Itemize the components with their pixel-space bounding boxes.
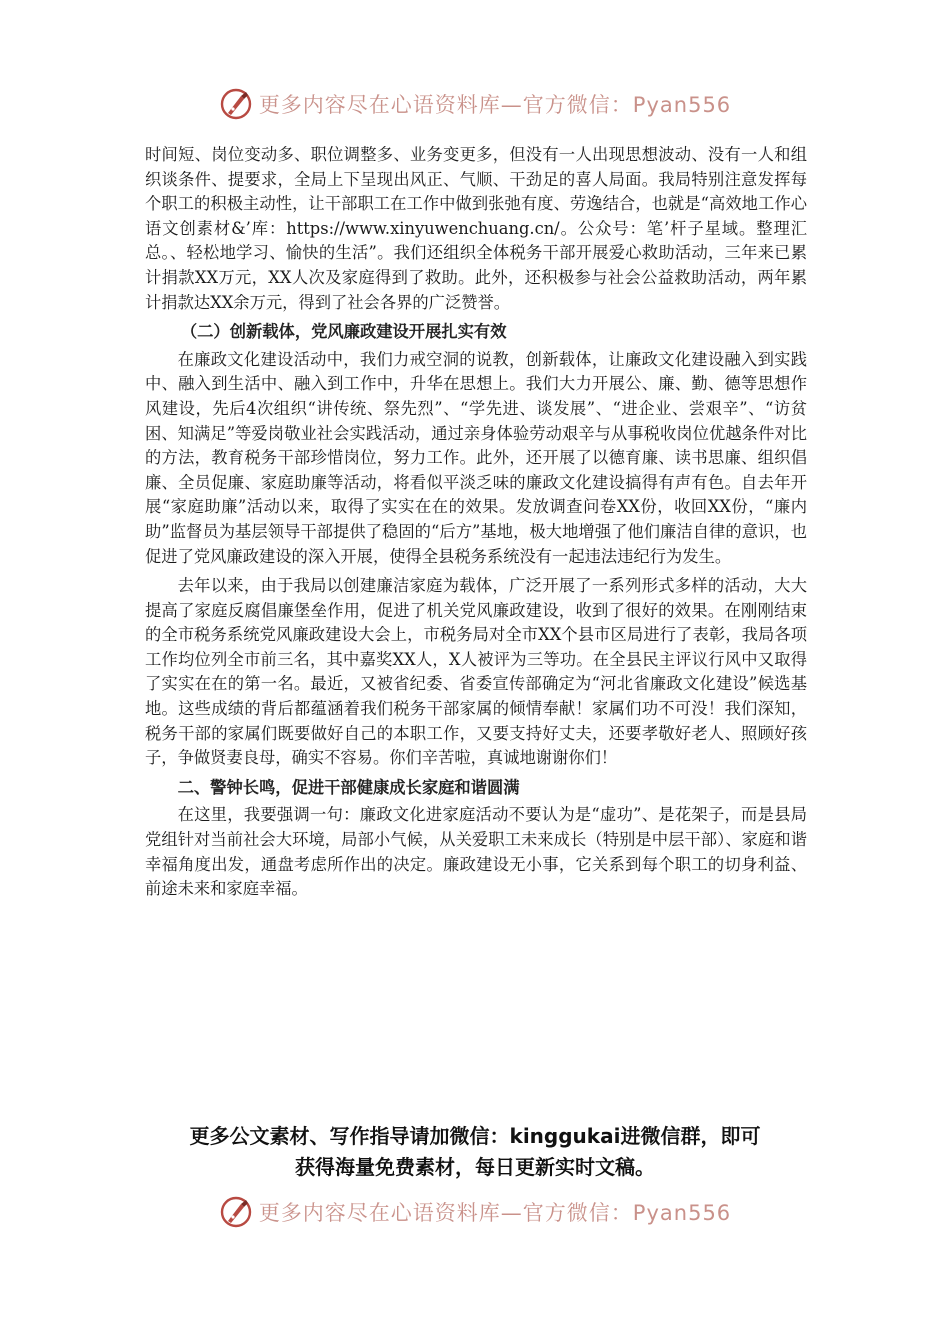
pen-nib-logo-icon bbox=[219, 1195, 253, 1229]
promo-line-2: 获得海量免费素材，每日更新实时文稿。 bbox=[295, 1155, 655, 1179]
promo-notice bbox=[135, 1121, 815, 1183]
paragraph-1: 时间短、岗位变动多、职位调整多、业务变更多，但没有一人出现思想波动、没有一人和组织谈条件、提要求，全局上下呈现出风正、气顺、干劲足的喜人局面。我局特别注意发挥每个职工的积极主动性，让干部职工在工作中做到张弛有度、劳逸结合，也就是“高效地工作心语文创素材&’库：https://www.xinyuwenchuang.cn/。公众号：笔’杆子星域。整理汇总。、轻松地学习、愉快的生活”。我们还组织全体税务干部开展爱心救助活动，三年来已累计捐款XX万元，XX人次及家庭得到了救助。此外，还积极参与社会公益救助活动，两年累计捐款达XX余万元，得到了社会各界的广泛赞誉。 bbox=[145, 145, 807, 312]
paragraph-2: 在廉政文化建设活动中，我们力戒空洞的说教，创新载体，让廉政文化建设融入到实践中、融入到生活中、融入到工作中，升华在思想上。我们大力开展公、廉、勤、德等思想作风建设，先后4次组织“讲传统、祭先烈”、“学先进、谈发展”、“进企业、尝艰辛”、“访贫困、知满足”等爱岗敬业社会实践活动，通过亲身体验劳动艰辛与从事税收岗位优越条件对比的方法，教育税务干部珍惜岗位，努力工作。此外，还开展了以德育廉、读书思廉、组织倡廉、全员促廉、家庭助廉等活动，将看似平淡乏味的廉政文化建设搞得有声有色。自去年开展“家庭助廉”活动以来，取得了实实在在的效果。发放调查问卷XX份，收回XX份，“廉内助”监督员为基层领导干部提供了稳固的“后方”基地，极大地增强了他们廉洁自律的意识，也促进了党风廉政建设的深入开展，使得全县税务系统没有一起违法违纪行为发生。 bbox=[145, 349, 807, 566]
document-body bbox=[145, 143, 807, 902]
promo-line-1: 更多公文素材、写作指导请加微信：kinggukai进微信群，即可 bbox=[189, 1124, 761, 1148]
paragraph-3: 去年以来，由于我局以创建廉洁家庭为载体，广泛开展了一系列形式多样的活动，大大提高了家庭反腐倡廉堡垒作用，促进了机关党风廉政建设，收到了很好的效果。在刚刚结束的全市税务系统党风廉政建设大会上，市税务局对全市XX个县市区局进行了表彰，我局各项工作均位列全市前三名，其中嘉奖XX人，X人被评为三等功。在全县民主评议行风中又取得了实实在在的第一名。最近，又被省纪委、省委宣传部确定为“河北省廉政文化建设”候选基地。这些成绩的背后都蕴涵着我们税务干部家属的倾情奉献！家属们功不可没！我们深知，税务干部的家属们既要做好自己的本职工作，又要支持好丈夫，还要孝敬好老人、照顾好孩子，争做贤妻良母，确实不容易。你们辛苦啦，真诚地谢谢你们！ bbox=[145, 576, 807, 768]
footer-banner bbox=[0, 1192, 950, 1232]
footer-banner-text: 更多内容尽在心语资料库—官方微信：Pyan556 bbox=[258, 1201, 732, 1225]
subsection-heading-2: （二）创新载体，党风廉政建设开展扎实有效 bbox=[180, 322, 507, 342]
section-heading-2: 二、警钟长鸣，促进干部健康成长家庭和谐圆满 bbox=[177, 777, 520, 797]
pen-nib-logo-icon bbox=[219, 87, 253, 121]
paragraph-4: 在这里，我要强调一句：廉政文化进家庭活动不要认为是“虚功”、是花架子，而是县局党组针对当前社会大环境，局部小气候，从关爱职工未来成长（特别是中层干部）、家庭和谐幸福角度出发，通盘考虑所作出的决定。廉政建设无小事，它关系到每个职工的切身利益、前途未来和家庭幸福。 bbox=[145, 805, 807, 899]
header-banner-text: 更多内容尽在心语资料库—官方微信：Pyan556 bbox=[258, 93, 732, 117]
header-banner bbox=[0, 84, 950, 124]
